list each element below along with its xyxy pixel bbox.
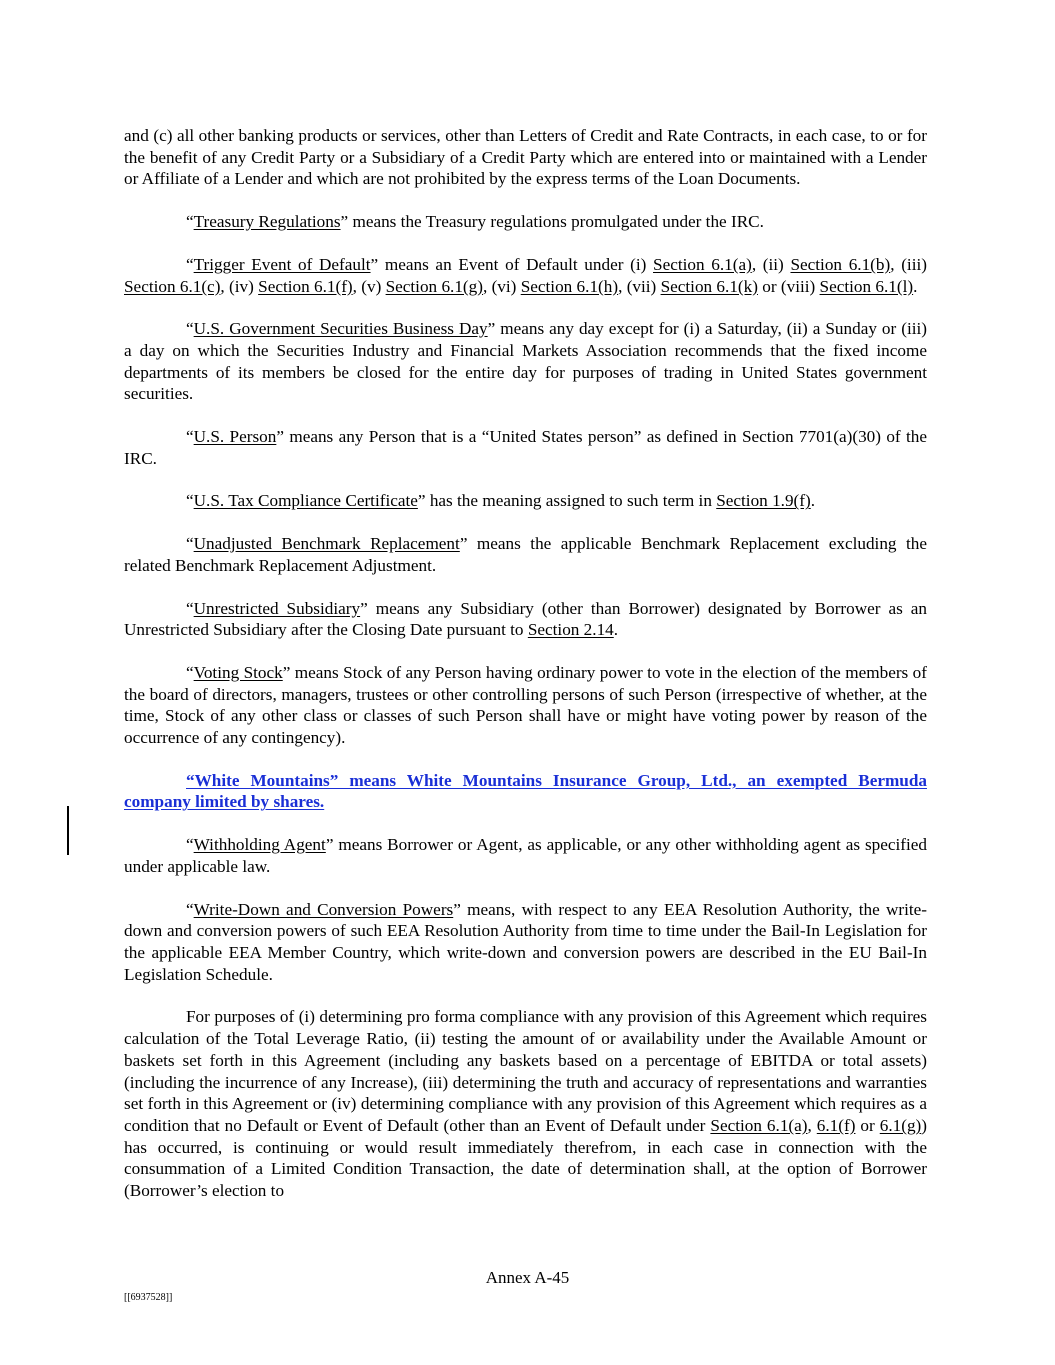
section-reference: Section 6.1(l) <box>819 276 914 296</box>
definition-text: ” means the applicable Benchmark Replacement excluding the related Benchmark Replacement Adjustment. <box>124 534 927 575</box>
definition-white-mountains-inserted <box>124 770 927 813</box>
definition-trigger-event-of-default <box>124 254 927 297</box>
open-quote: “ <box>186 662 194 682</box>
definition-text: ” means Stock of any Person having ordinary power to vote in the election of the members of the board of directors, managers, trustees or other controlling persons of such Person (irrespective of whether, at the time, Stock of any other class or classes of such Person shall have or might have voting power by reason of the occurrence of any contingency). <box>124 662 927 748</box>
open-quote: “ <box>186 254 194 274</box>
definition-write-down-and-conversion-powers <box>124 899 927 986</box>
definition-text: ” means any Subsidiary (other than Borrower) designated by Borrower as an Unrestricted Subsidiary after the Closing Date pursuant to <box>124 598 927 640</box>
definition-text: , (v) <box>352 276 386 296</box>
paragraph-banking-products: and (c) all other banking products or services, other than Letters of Credit and Rate Contracts, in each case, to or for the benefit of any Credit Party or a Subsidiary of a Credit Party which are entered into or maintained with a Lender or Affiliate of a Lender and which are not prohibited by the express terms of the Loan Documents. <box>124 126 927 189</box>
definition-us-person <box>124 426 927 469</box>
revision-change-bar <box>67 806 69 855</box>
open-quote: “ <box>186 899 194 919</box>
definition-text: ” means an Event of Default under (i) <box>370 254 654 274</box>
section-reference: Section 6.1(g) <box>385 276 483 296</box>
section-reference: Section 6.1(c) <box>124 276 221 296</box>
section-reference: 6.1(f) <box>816 1115 856 1135</box>
section-reference: Section 6.1(a) <box>710 1115 808 1135</box>
section-reference: Section 6.1(h) <box>520 276 619 296</box>
section-reference: Section 6.1(k) <box>660 276 758 296</box>
definition-text: , (vi) <box>482 276 521 296</box>
definition-unrestricted-subsidiary <box>124 598 927 641</box>
section-reference: Section 6.1(f) <box>258 276 353 296</box>
definition-text: ” means any Person that is a “United States person” as defined in Section 7701(a)(30) of the IRC. <box>124 427 927 468</box>
definition-text: ” means, with respect to any EEA Resolution Authority, the write-down and conversion powers of such EEA Resolution Authority from time to time under the Bail-In Legislation for the applicable EEA Member Country, which write-down and conversion powers are described in the EU Bail-In Legislation Schedule. <box>124 899 927 984</box>
page-footer-label: Annex A-45 <box>485 1268 570 1287</box>
defined-term: Write-Down and Conversion Powers <box>193 899 454 919</box>
definition-treasury-regulations <box>124 211 927 233</box>
defined-term: Voting Stock <box>193 662 283 682</box>
paragraph-limited-condition-transaction <box>124 1006 927 1201</box>
definition-us-tax-compliance-certificate <box>124 490 927 512</box>
open-quote: “ <box>186 835 194 855</box>
definition-text: ” means any day except for (i) a Saturday, (ii) a Sunday or (iii) a day on which the Securities Industry and Financial Markets Association recommends that the fixed income departments of its members be closed for the entire day for purposes of trading in United States government securities. <box>124 319 927 404</box>
document-body <box>124 125 927 1223</box>
defined-term: U.S. Person <box>193 427 277 447</box>
defined-term: Unadjusted Benchmark Replacement <box>193 534 460 554</box>
paragraph-text: For purposes of (i) determining pro forma compliance with any provision of this Agreement which requires calculation of the Total Leverage Ratio, (ii) testing the amount of or availability under the Available Amount or baskets set forth in this Agreement (including any baskets based on a percentage of EBITDA or total assets) (including the incurrence of any Increase), (iii) determining the truth and accuracy of representations and warranties set forth in this Agreement or (iv) determining compliance with any provision of this Agreement which requires as a condition that no Default or Event of Default (other than an Event of Default under <box>124 1007 927 1135</box>
definition-text: , (ii) <box>751 254 791 274</box>
definition-us-government-securities-business-day <box>124 318 927 405</box>
paragraph-text: , <box>807 1115 817 1135</box>
section-reference: Section 2.14 <box>527 620 614 640</box>
paragraph-text: or <box>855 1115 880 1135</box>
defined-term: U.S. Tax Compliance Certificate <box>193 491 418 511</box>
definition-unadjusted-benchmark-replacement <box>124 533 927 576</box>
definition-text: ” means the Treasury regulations promulgated under the IRC. <box>340 212 764 232</box>
definition-text: . <box>913 276 918 296</box>
definition-text: or (viii) <box>757 276 820 296</box>
open-quote: “ <box>186 598 194 618</box>
document-id: [[6937528]] <box>124 1292 173 1303</box>
definition-text: . <box>613 620 619 640</box>
definition-withholding-agent <box>124 834 927 877</box>
inserted-redline-text: “White Mountains” means White Mountains Insurance Group, Ltd., an exempted Bermuda company limited by shares. <box>124 770 927 812</box>
open-quote: “ <box>186 319 194 339</box>
definition-voting-stock <box>124 662 927 749</box>
defined-term: Withholding Agent <box>193 835 326 855</box>
open-quote: “ <box>186 212 194 232</box>
section-reference: Section 6.1(a) <box>653 254 752 274</box>
section-reference: Section 6.1(b) <box>790 254 891 274</box>
section-reference: 6.1(g) <box>879 1115 922 1135</box>
definition-text: ” has the meaning assigned to such term in <box>417 491 717 511</box>
definition-text: . <box>810 491 816 511</box>
definition-text: ” means Borrower or Agent, as applicable, or any other withholding agent as specified under applicable law. <box>124 835 927 876</box>
defined-term: Treasury Regulations <box>193 212 341 232</box>
paragraph-text: ) has occurred, is continuing or would result immediately therefrom, in each case in connection with the consummation of a Limited Condition Transaction, the date of determination shall, at the option of Borrower (Borrower’s election to <box>124 1115 927 1201</box>
definition-text: , (iii) <box>890 254 927 274</box>
defined-term: Unrestricted Subsidiary <box>193 598 361 618</box>
defined-term: Trigger Event of Default <box>193 254 371 274</box>
open-quote: “ <box>186 491 194 511</box>
defined-term: U.S. Government Securities Business Day <box>193 319 488 339</box>
open-quote: “ <box>186 534 194 554</box>
definition-text: , (vii) <box>618 276 661 296</box>
section-reference: Section 1.9(f) <box>716 491 811 511</box>
open-quote: “ <box>186 427 194 447</box>
definition-text: , (iv) <box>220 276 259 296</box>
